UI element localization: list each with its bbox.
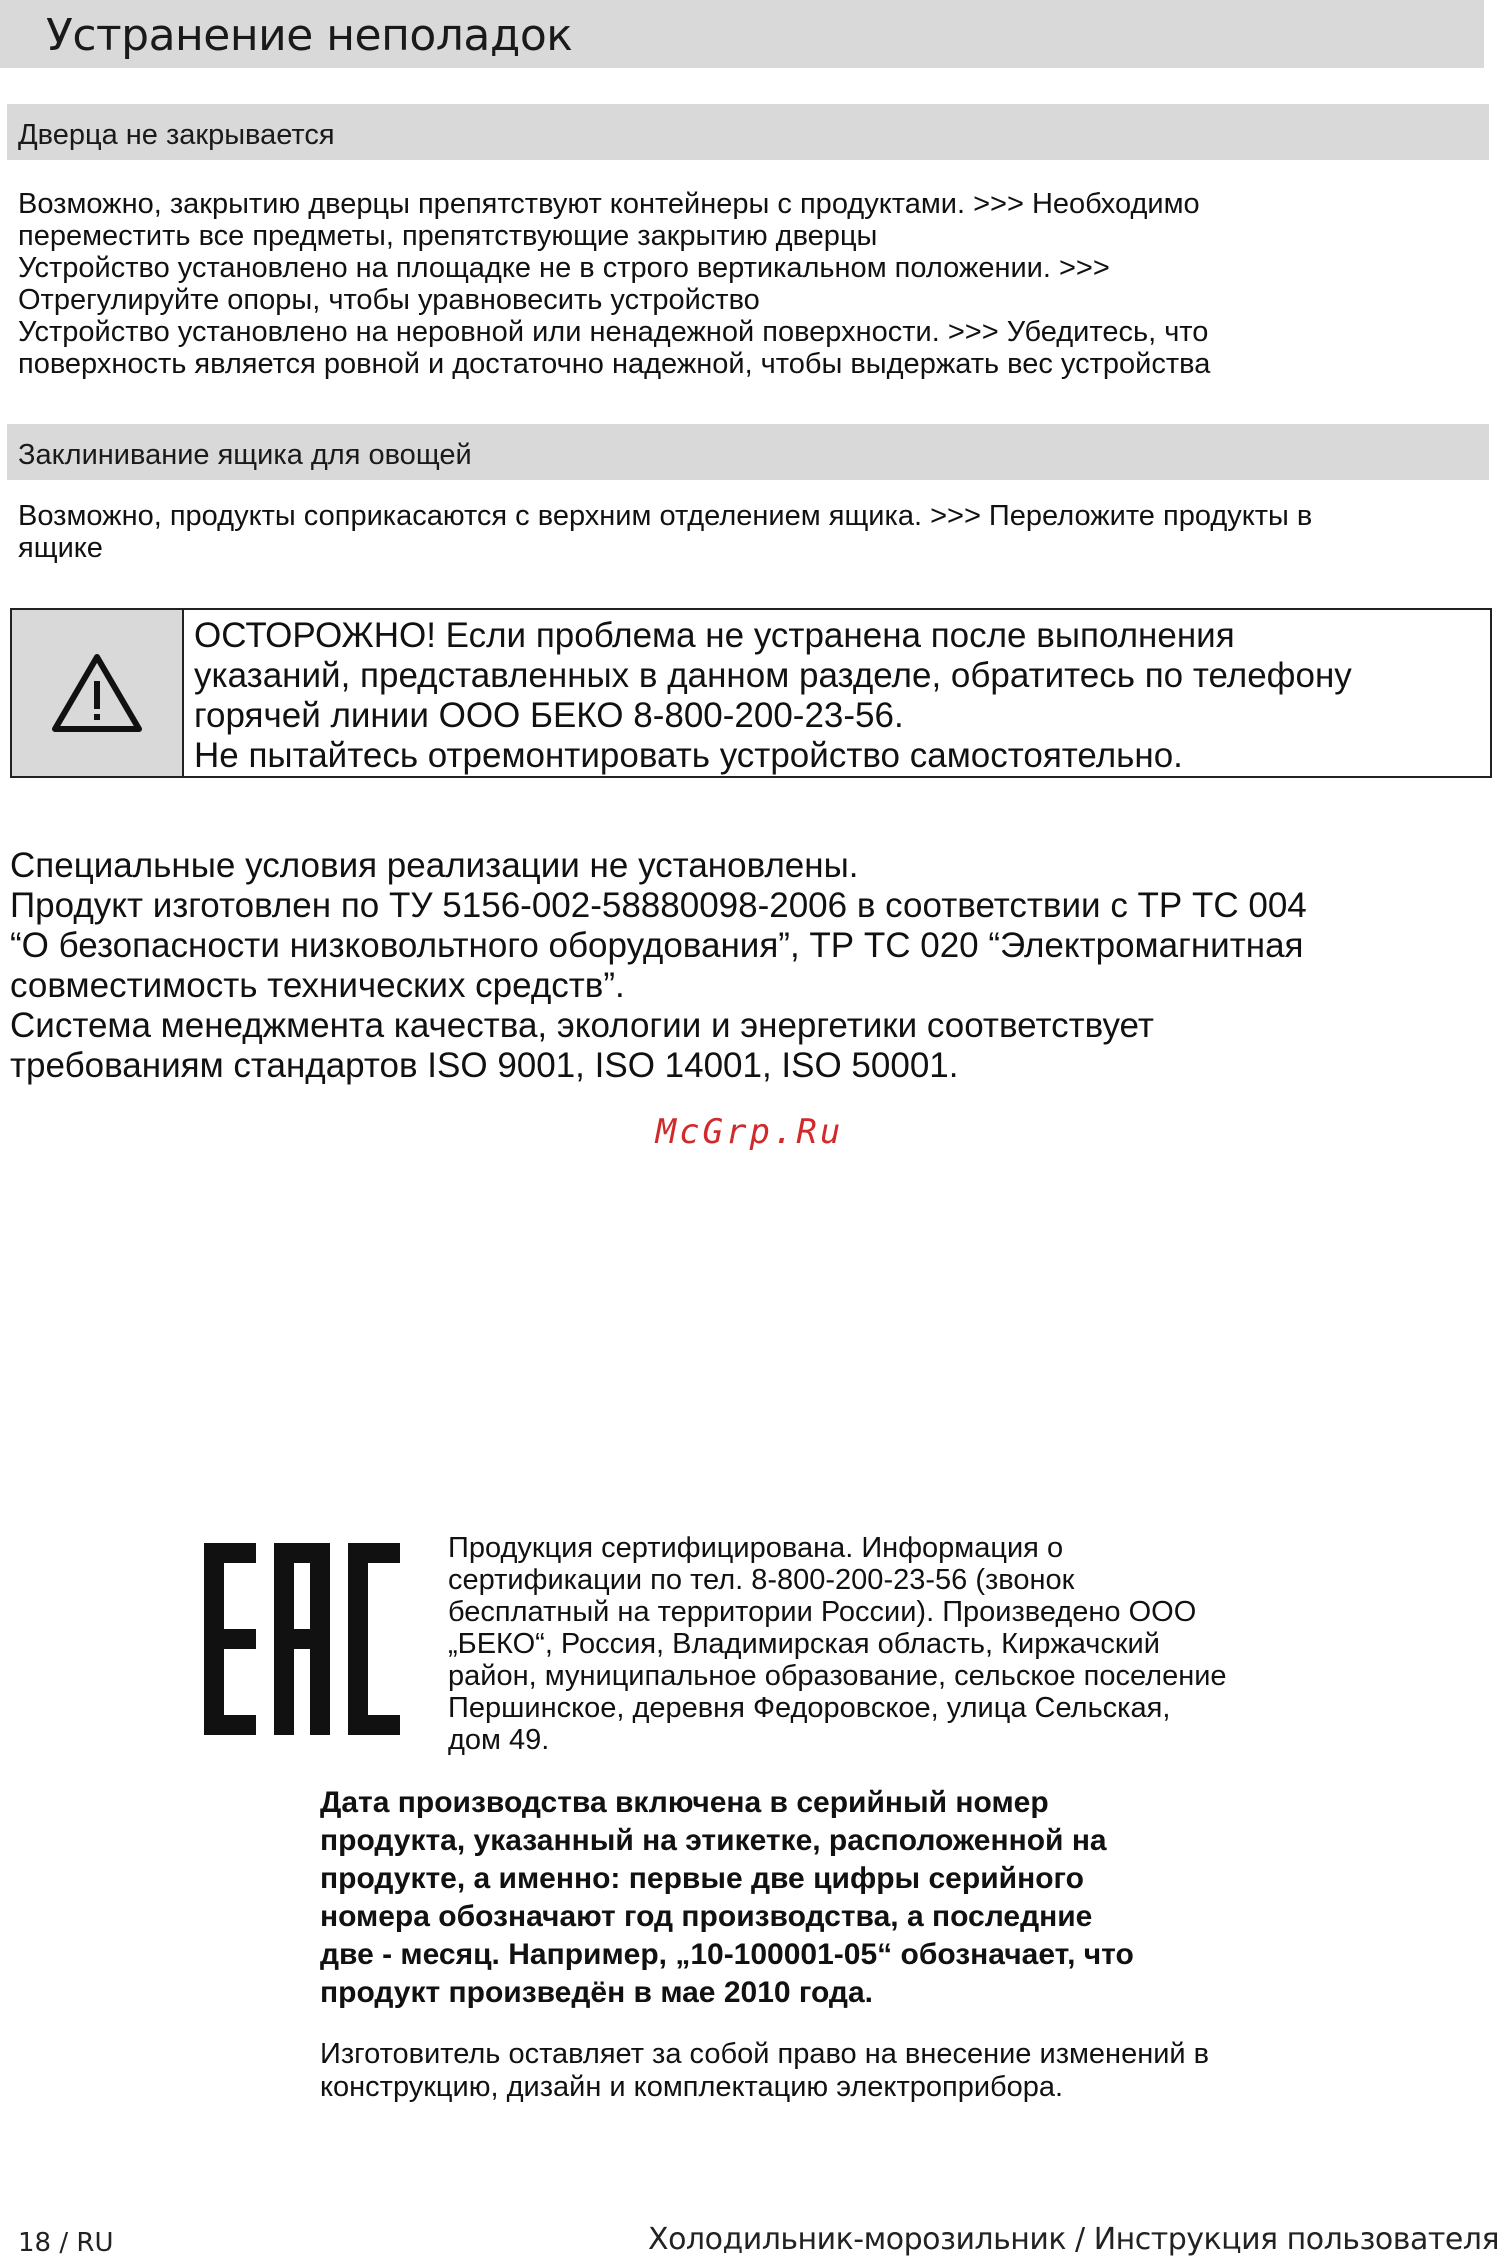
text-line: Возможно, продукты соприкасаются с верхним отделением ящика. >>> Переложите продукты в bbox=[18, 500, 1313, 532]
text-line: Отрегулируйте опоры, чтобы уравновесить устройство bbox=[18, 284, 760, 316]
compliance-line: Система менеджмента качества, экологии и энергетики соответствует bbox=[10, 1006, 1154, 1045]
compliance-line: совместимость технических средств”. bbox=[10, 966, 625, 1005]
date-line: продукт произведён в мае 2010 года. bbox=[320, 1976, 873, 2009]
warning-icon-cell bbox=[12, 610, 184, 776]
warning-triangle-icon bbox=[49, 651, 145, 735]
warning-box bbox=[10, 608, 1492, 778]
page-number: 18 / RU bbox=[18, 2228, 114, 2258]
page-title: Устранение неполадок bbox=[46, 10, 573, 61]
compliance-line: требованиям стандартов ISO 9001, ISO 14001, ISO 50001. bbox=[10, 1046, 959, 1085]
text-line: переместить все предметы, препятствующие закрытию дверцы bbox=[18, 220, 878, 252]
warning-text bbox=[184, 610, 1352, 776]
date-line: Дата производства включена в серийный номер bbox=[320, 1786, 1049, 1819]
date-line: продукте, а именно: первые две цифры серийного bbox=[320, 1862, 1084, 1895]
warning-line: горячей линии ООО БЕКО 8-800-200-23-56. bbox=[194, 696, 904, 735]
date-line: номера обозначают год производства, а последние bbox=[320, 1900, 1093, 1933]
compliance-line: Продукт изготовлен по ТУ 5156-002-58880098-2006 в соответствии с ТР ТС 004 bbox=[10, 886, 1307, 925]
section-title-door: Дверца не закрывается bbox=[18, 119, 335, 151]
watermark: McGrp.Ru bbox=[655, 1112, 844, 1152]
compliance-line: “О безопасности низковольтного оборудования”, ТР ТС 020 “Электромагнитная bbox=[10, 926, 1304, 965]
eac-logo bbox=[204, 1543, 400, 1735]
section-title-drawer: Заклинивание ящика для овощей bbox=[18, 439, 472, 471]
warning-line: Не пытайтесь отремонтировать устройство самостоятельно. bbox=[194, 736, 1183, 775]
certification-text bbox=[448, 1532, 1227, 1756]
date-line: две - месяц. Например, „10-100001-05“ обозначает, что bbox=[320, 1938, 1134, 1971]
compliance-line: Специальные условия реализации не установлены. bbox=[10, 846, 859, 885]
text-line: ящике bbox=[18, 532, 103, 564]
date-line: продукта, указанный на этикетке, расположенной на bbox=[320, 1824, 1107, 1857]
text-line: поверхность является ровной и достаточно надежной, чтобы выдержать вес устройства bbox=[18, 348, 1211, 380]
text-line: Устройство установлено на неровной или ненадежной поверхности. >>> Убедитесь, что bbox=[18, 316, 1209, 348]
maker-line: конструкцию, дизайн и комплектацию электроприбора. bbox=[320, 2071, 1064, 2103]
cert-line: дом 49. bbox=[448, 1724, 550, 1756]
section-body-door bbox=[18, 188, 1478, 380]
cert-line: Продукция сертифицирована. Информация о bbox=[448, 1532, 1064, 1564]
warning-line: указаний, представленных в данном разделе, обратитесь по телефону bbox=[194, 656, 1352, 695]
warning-line: ОСТОРОЖНО! Если проблема не устранена после выполнения bbox=[194, 616, 1235, 655]
cert-line: бесплатный на территории России). Произведено ООО bbox=[448, 1596, 1197, 1628]
cert-line: „БЕКО“, Россия, Владимирская область, Киржачский bbox=[448, 1628, 1160, 1660]
maker-line: Изготовитель оставляет за собой право на внесение изменений в bbox=[320, 2038, 1210, 2070]
section-body-drawer bbox=[18, 500, 1478, 564]
footer-title: Холодильник-морозильник / Инструкция пользователя bbox=[648, 2222, 1499, 2257]
text-line: Устройство установлено на площадке не в строго вертикальном положении. >>> bbox=[18, 252, 1110, 284]
cert-line: район, муниципальное образование, сельское поселение bbox=[448, 1660, 1227, 1692]
text-line: Возможно, закрытию дверцы препятствуют контейнеры с продуктами. >>> Необходимо bbox=[18, 188, 1200, 220]
cert-line: Першинское, деревня Федоровское, улица Сельская, bbox=[448, 1692, 1171, 1724]
compliance-statement bbox=[10, 846, 1307, 1086]
production-date-note bbox=[320, 1784, 1134, 2012]
cert-line: сертификации по тел. 8-800-200-23-56 (звонок bbox=[448, 1564, 1075, 1596]
manufacturer-note bbox=[320, 2038, 1209, 2104]
